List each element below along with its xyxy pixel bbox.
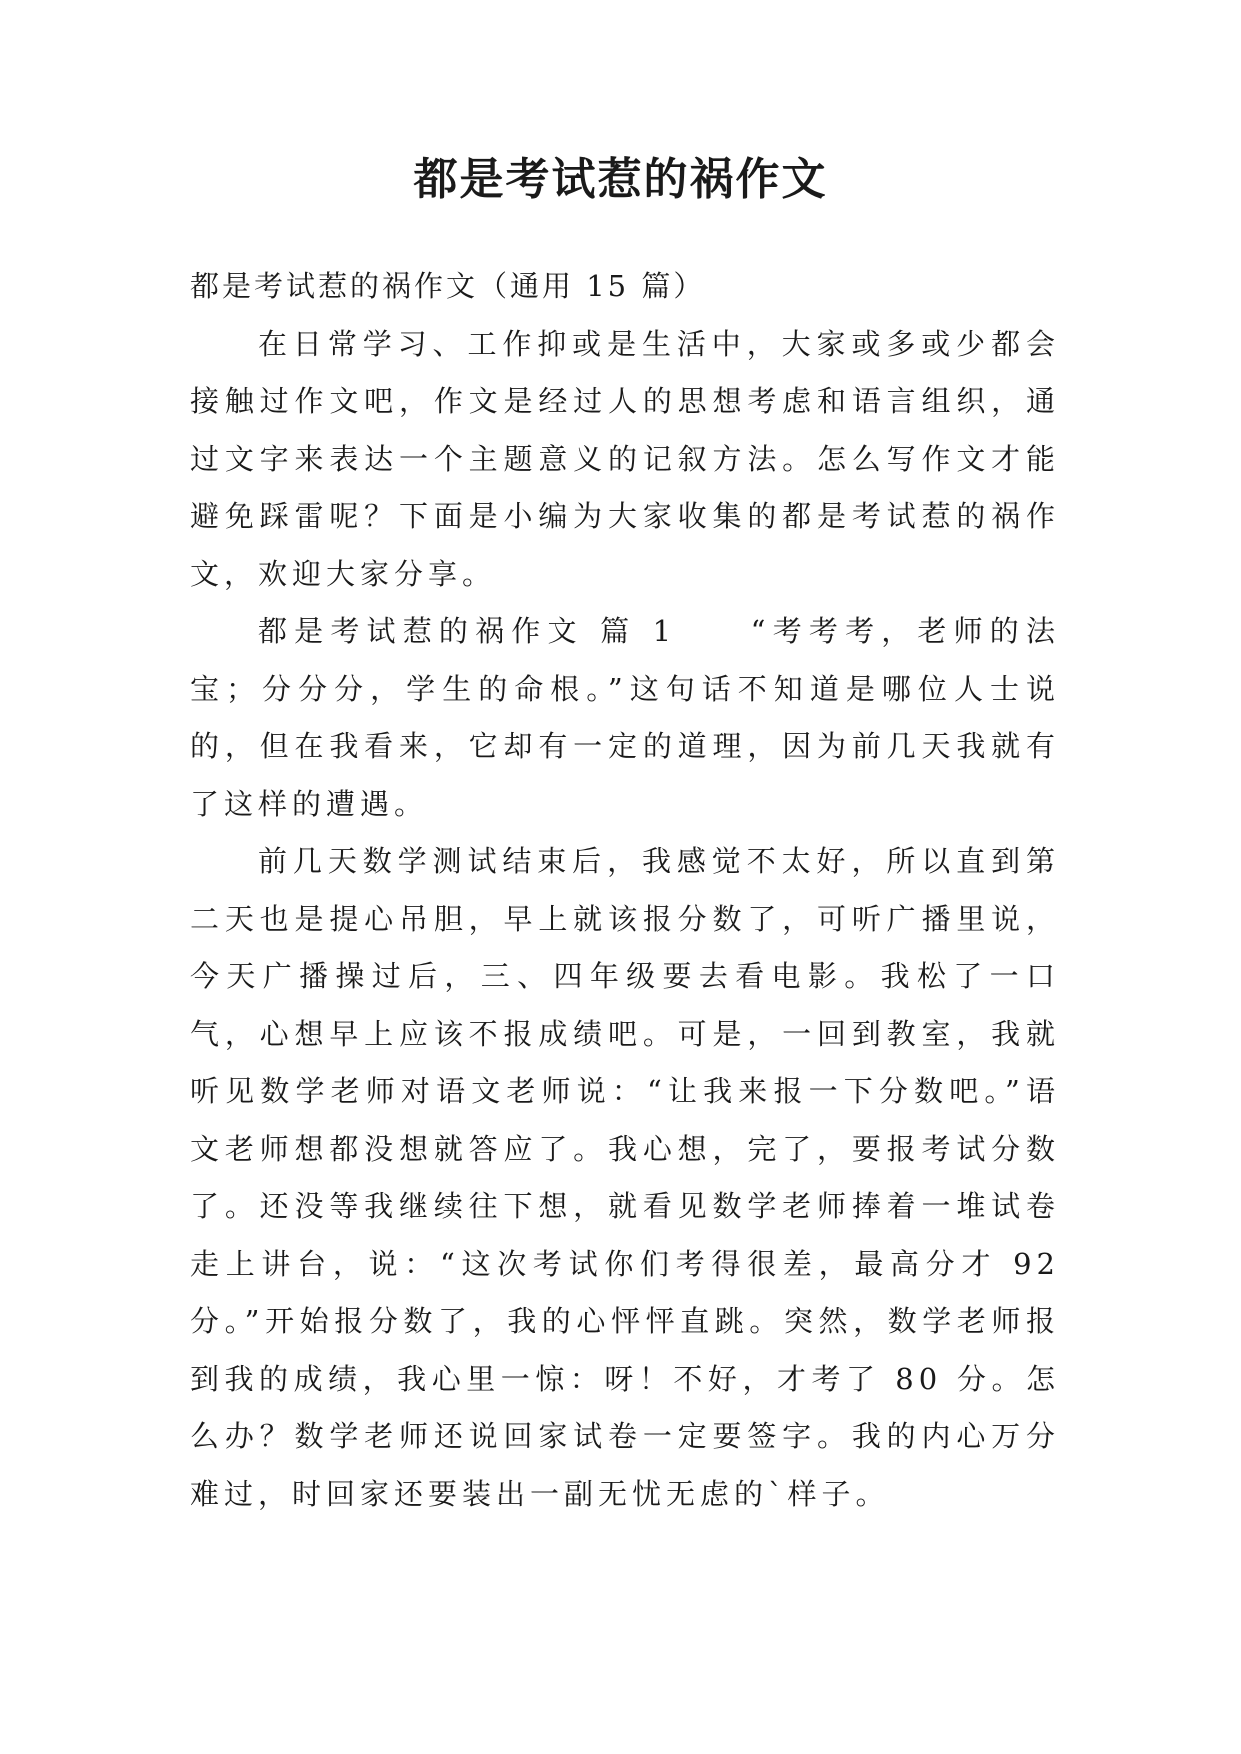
document-body <box>190 258 1060 1523</box>
essay-1-paragraph-2: 前几天数学测试结束后，我感觉不太好，所以直到第二天也是提心吊胆，早上就该报分数了，可听广播里说，今天广播操过后，三、四年级要去看电影。我松了一口气，心想早上应该不报成绩吧。可是，一回到教室，我就听见数学老师对语文老师说：“让我来报一下分数吧。”语文老师想都没想就答应了。我心想，完了，要报考试分数了。还没等我继续往下想，就看见数学老师捧着一堆试卷走上讲台，说：“这次考试你们考得很差，最高分才 92 分。”开始报分数了，我的心怦怦直跳。突然，数学老师报到我的成绩，我心里一惊：呀！不好，才考了 80 分。怎么办？数学老师还说回家试卷一定要签字。我的内心万分难过，时回家还要装出一副无忧无虑的`样子。 <box>190 844 1060 1511</box>
essay-1-paragraph-1: 都是考试惹的祸作文 篇 1 “考考考，老师的法宝；分分分，学生的命根。”这句话不知道是哪位人士说的，但在我看来，它却有一定的道理，因为前几天我就有了这样的遭遇。 <box>190 614 1060 821</box>
document-subtitle: 都是考试惹的祸作文（通用 15 篇） <box>190 269 706 303</box>
intro-paragraph: 在日常学习、工作抑或是生活中，大家或多或少都会接触过作文吧，作文是经过人的思想考虑和语言组织，通过文字来表达一个主题意义的记叙方法。怎么写作文才能避免踩雷呢？下面是小编为大家收集的都是考试惹的祸作文，欢迎大家分享。 <box>190 326 1060 591</box>
document-title: 都是考试惹的祸作文 <box>413 154 828 205</box>
